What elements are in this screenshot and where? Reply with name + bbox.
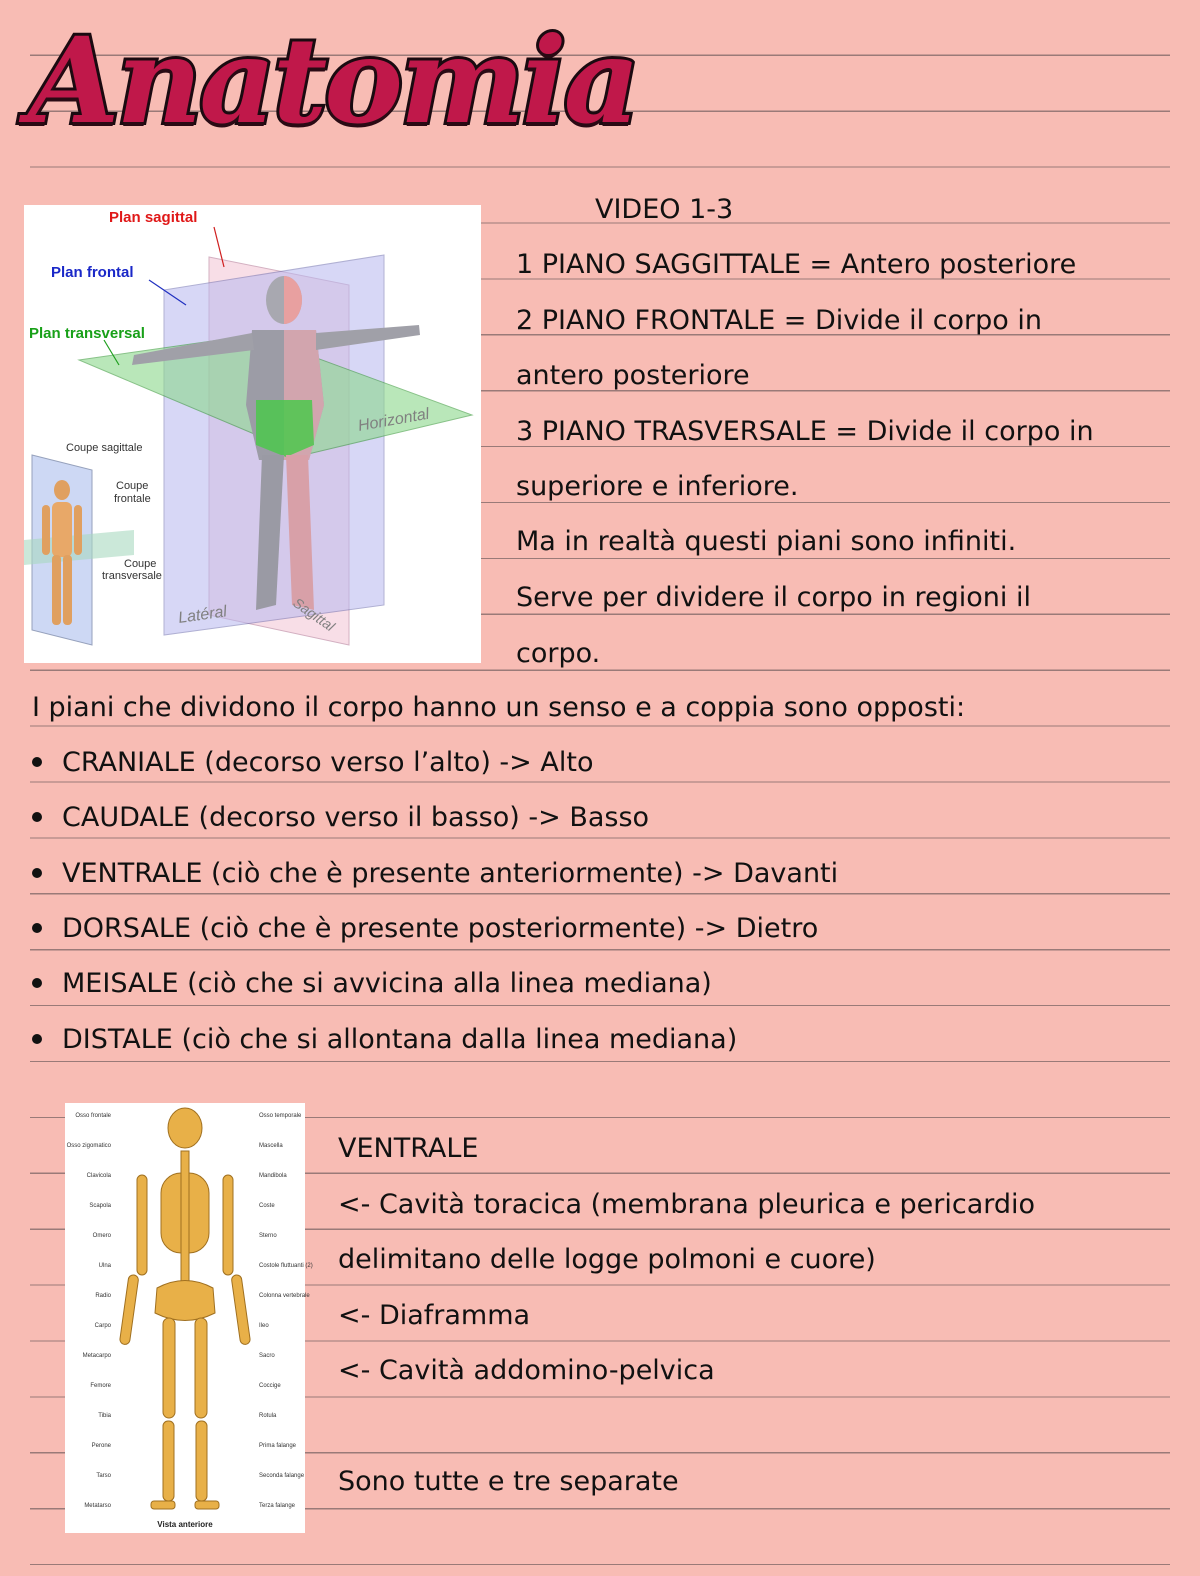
skeleton-label: Coccige <box>259 1383 281 1389</box>
skeleton-label: Omero <box>92 1233 111 1239</box>
skeleton-label: Carpo <box>94 1323 111 1329</box>
note-cavita-toracica-b: delimitano delle logge polmoni e cuore) <box>338 1244 876 1275</box>
skeleton-caption: Vista anteriore <box>157 1520 213 1529</box>
label-plan-frontal: Plan frontal <box>51 264 134 281</box>
skull <box>168 1108 202 1148</box>
skeleton-label: Sterno <box>259 1233 277 1239</box>
note-separate: Sono tutte e tre separate <box>338 1466 679 1497</box>
label-lateral: Latéral <box>177 603 229 627</box>
skeleton-label: Ileo <box>259 1323 269 1329</box>
skeleton-label: Scapola <box>89 1203 111 1209</box>
skeleton-label: Metacarpo <box>82 1353 111 1359</box>
list-item: DORSALE (ciò che è presente posteriormente) -> Dietro <box>32 915 818 942</box>
list-item: DISTALE (ciò che si allontana dalla linea mediana) <box>32 1026 737 1053</box>
skeleton-label: Radio <box>95 1293 111 1299</box>
skeleton-label: Osso zigomatico <box>66 1143 111 1149</box>
label-coupe-sagittale: Coupe sagittale <box>66 442 143 454</box>
skeleton-label: Mascella <box>259 1143 283 1149</box>
bullet-icon <box>32 1034 42 1044</box>
note-diaframma: <- Diaframma <box>338 1300 531 1331</box>
note-piano-1: 1 PIANO SAGGITTALE = Antero posteriore <box>516 249 1077 280</box>
skeleton-label: Prima falange <box>259 1443 297 1449</box>
list-item: CAUDALE (decorso verso il basso) -> Basso <box>32 804 649 831</box>
note-infiniti: Ma in realtà questi piani sono infiniti. <box>516 526 1017 557</box>
label-plan-sagittal: Plan sagittal <box>109 209 198 226</box>
label-coupe-frontale-2: frontale <box>114 493 151 505</box>
pelvis <box>155 1281 215 1321</box>
intro-text: I piani che dividono il corpo hanno un senso e a coppia sono opposti: <box>32 692 966 723</box>
label-sagittal-small: Sagittal <box>290 594 338 635</box>
video-heading: VIDEO 1-3 <box>595 194 734 225</box>
right-leg <box>195 1318 207 1418</box>
label-plan-transversal: Plan transversal <box>29 325 145 342</box>
label-coupe-transversale-1: Coupe <box>124 558 157 570</box>
skeleton-label: Clavicola <box>86 1173 111 1179</box>
skeleton-label: Sacro <box>259 1353 275 1359</box>
skeleton-label: Tibia <box>98 1413 111 1419</box>
note-cavita-toracica-a: <- Cavità toracica (membrana pleurica e pericardio <box>338 1189 1036 1220</box>
bullet-icon <box>32 812 42 822</box>
bullet-icon <box>32 868 42 878</box>
note-serve-a: Serve per dividere il corpo in regioni il <box>516 582 1031 613</box>
bullet-icon <box>32 978 42 988</box>
bullet-icon <box>32 923 42 933</box>
skeleton-label: Osso temporale <box>259 1113 302 1119</box>
note-serve-b: corpo. <box>516 638 601 669</box>
skeleton-label: Rotula <box>259 1413 277 1419</box>
body-planes-illustration <box>24 205 481 663</box>
label-coupe-transversale-2: transversale <box>102 570 162 582</box>
list-item: CRANIALE (decorso verso l’alto) -> Alto <box>32 749 593 776</box>
ventral-heading: VENTRALE <box>338 1133 479 1164</box>
left-arm <box>137 1175 147 1275</box>
skeleton-label: Femore <box>90 1383 111 1389</box>
list-item: MEISALE (ciò che si avvicina alla linea mediana) <box>32 970 712 997</box>
bullet-icon <box>32 757 42 767</box>
page-title: Anatomia <box>28 11 638 150</box>
skeleton-label: Mandibola <box>259 1173 287 1179</box>
note-piano-2b: antero posteriore <box>516 360 750 391</box>
skeleton-illustration <box>65 1103 313 1533</box>
skeleton-label: Coste <box>259 1203 275 1209</box>
note-piano-2a: 2 PIANO FRONTALE = Divide il corpo in <box>516 305 1043 336</box>
skeleton-label: Osso frontale <box>75 1113 111 1119</box>
skeleton-label: Metatarso <box>84 1503 111 1509</box>
list-item: VENTRALE (ciò che è presente anteriormente) -> Davanti <box>32 860 838 887</box>
skeleton-label: Costole fluttuanti (2) <box>259 1263 313 1269</box>
skeleton-label: Ulna <box>98 1263 111 1269</box>
skeleton-label: Terza falange <box>259 1503 296 1509</box>
skeleton-label: Tarso <box>96 1473 111 1479</box>
right-arm <box>223 1175 233 1275</box>
label-coupe-frontale-1: Coupe <box>116 480 149 492</box>
skeleton-label: Seconda falange <box>259 1473 305 1479</box>
left-leg <box>163 1318 175 1418</box>
spine <box>181 1151 189 1301</box>
skeleton-label: Colonna vertebrale <box>259 1293 310 1299</box>
label-horizontal: Horizontal <box>356 405 431 435</box>
note-cavita-addomino: <- Cavità addomino-pelvica <box>338 1355 715 1386</box>
note-piano-3b: superiore e inferiore. <box>516 471 799 502</box>
skeleton-label: Perone <box>91 1443 111 1449</box>
note-piano-3a: 3 PIANO TRASVERSALE = Divide il corpo in <box>516 416 1094 447</box>
